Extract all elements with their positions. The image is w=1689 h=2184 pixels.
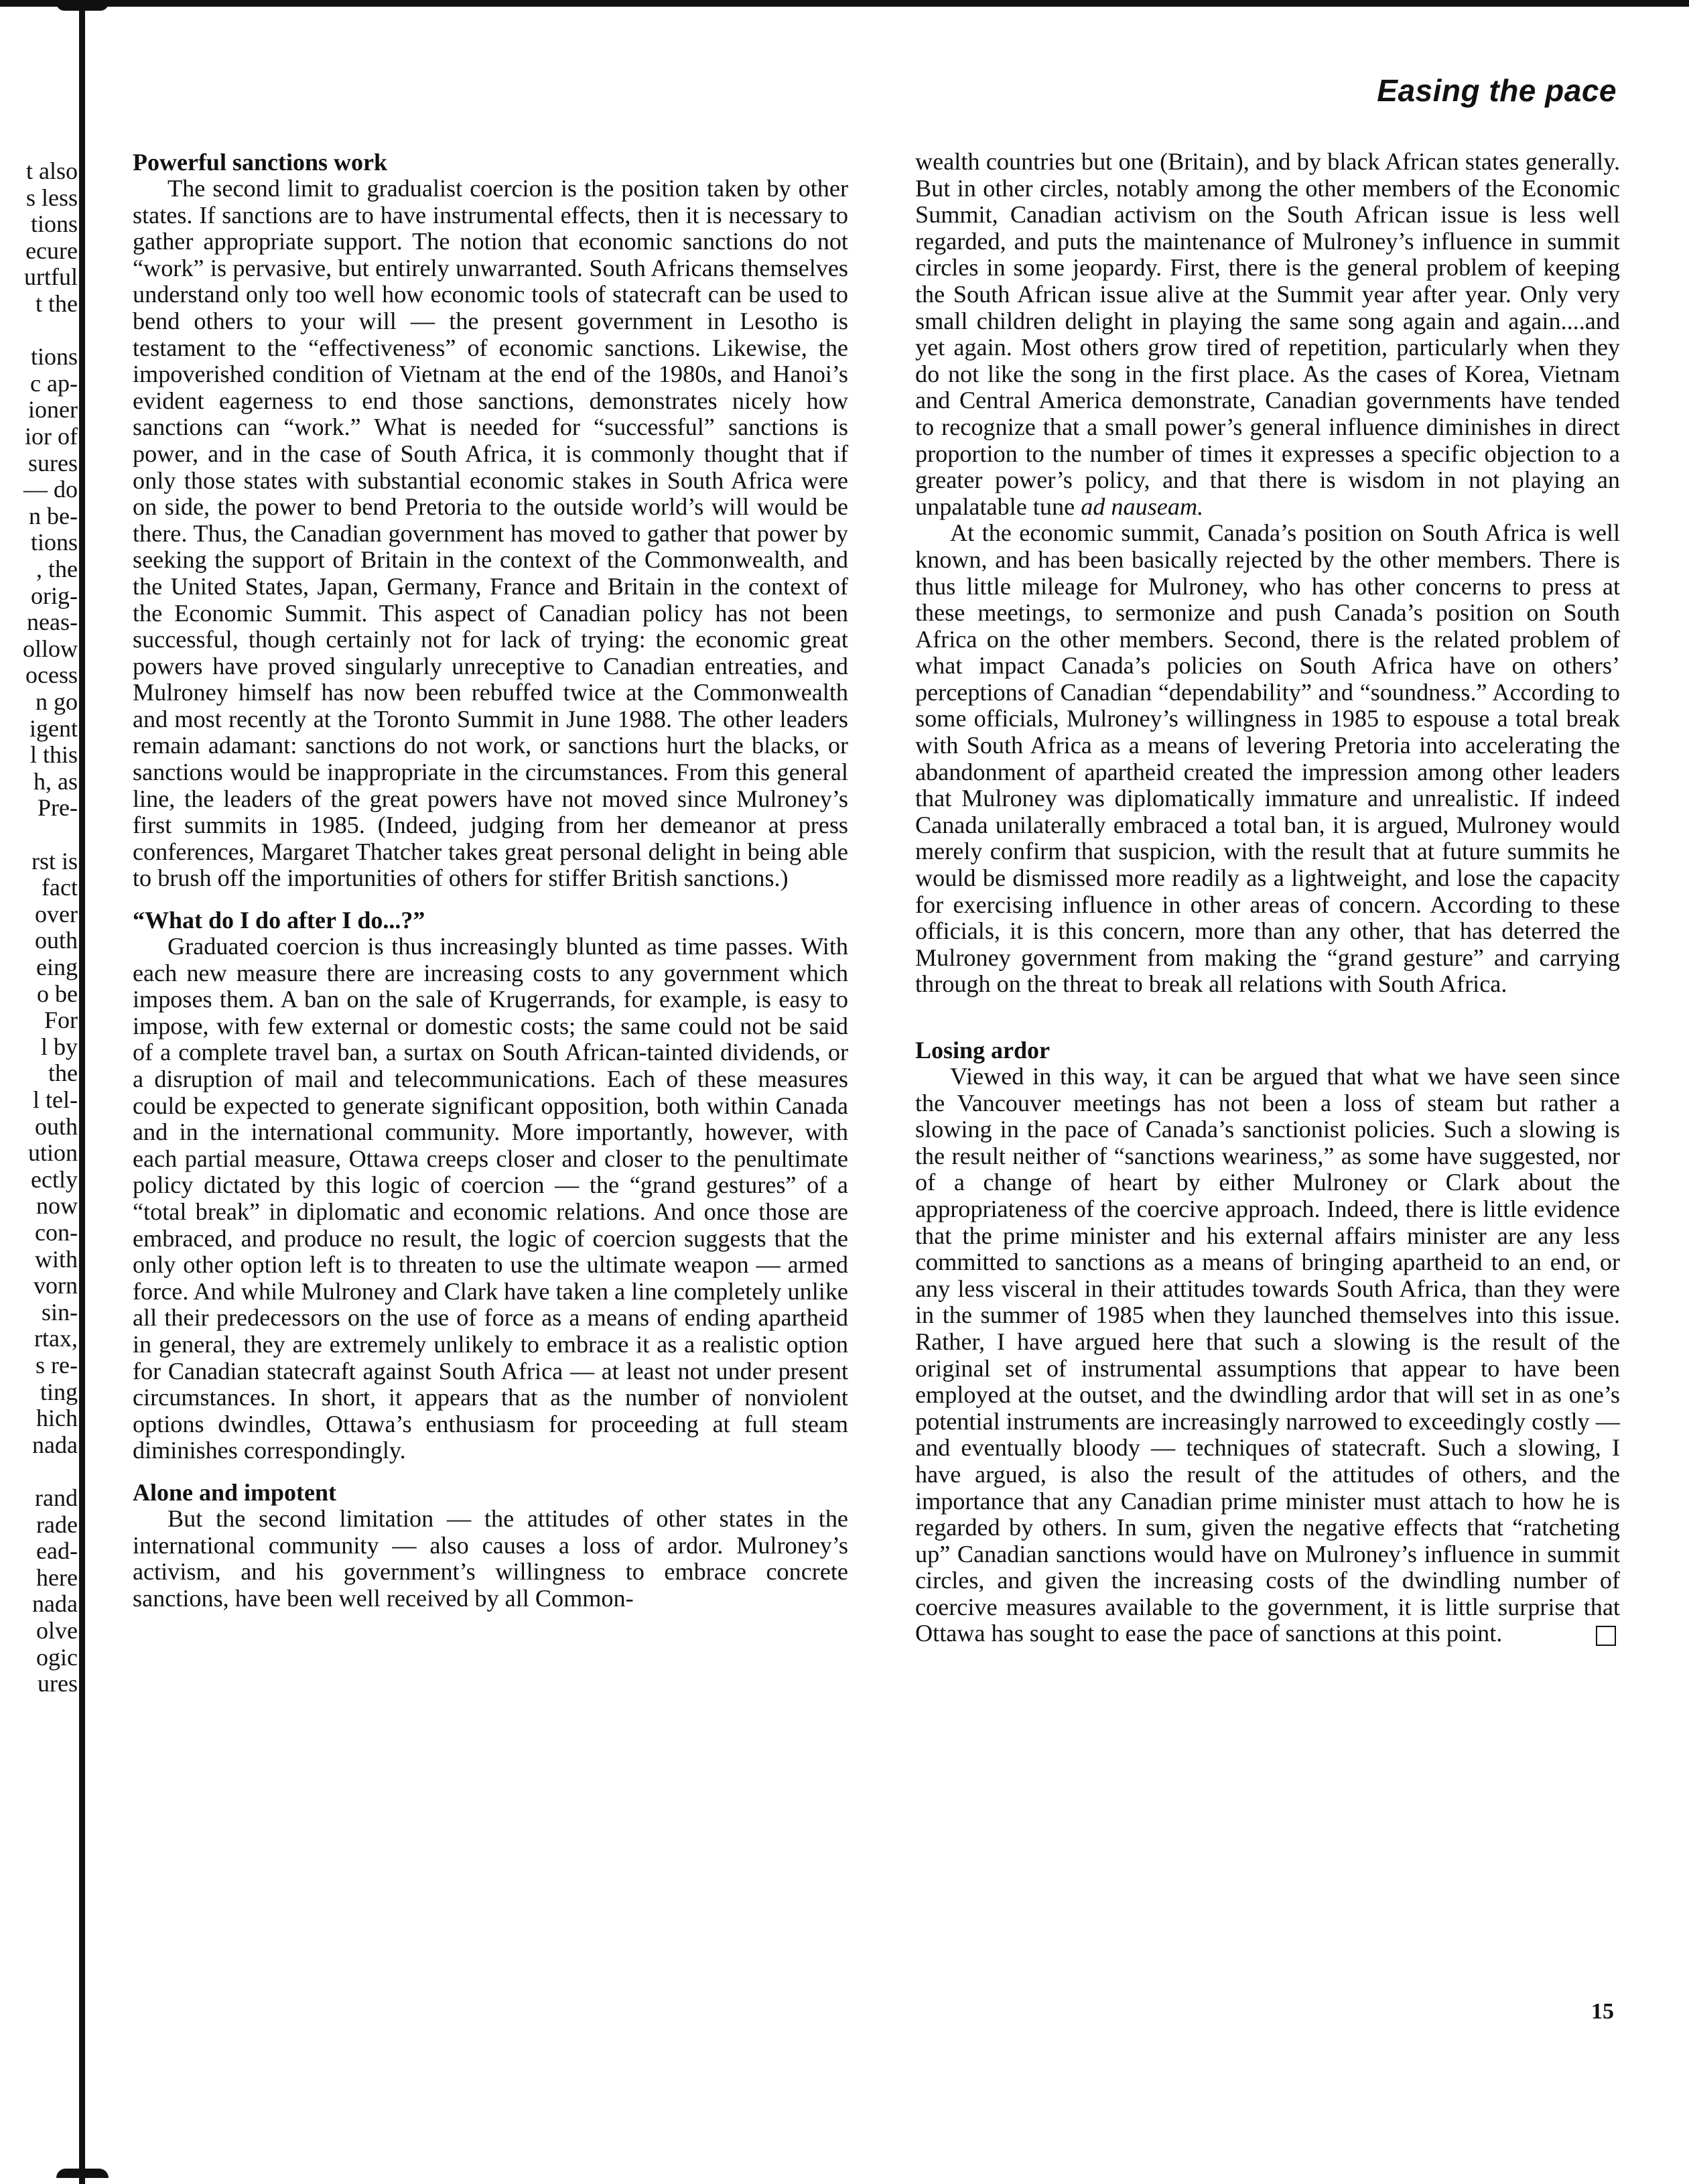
spine-cap-bottom [56, 2169, 109, 2178]
margin-fragment: rand [35, 1484, 78, 1511]
margin-fragment: eing [36, 954, 78, 980]
margin-fragment: , the [36, 556, 78, 582]
section-heading-alone-and-impotent: Alone and impotent [133, 1478, 337, 1506]
right-column [915, 149, 1620, 1647]
margin-fragment: ead- [36, 1537, 78, 1564]
margin-fragment: here [36, 1564, 78, 1591]
left-column [133, 149, 848, 1612]
margin-fragment: neas- [27, 608, 78, 635]
end-of-article-mark [1596, 1626, 1616, 1646]
margin-fragment: igent [29, 715, 78, 742]
section-heading-powerful-sanctions: Powerful sanctions work [133, 149, 387, 176]
margin-fragment: tions [30, 343, 78, 370]
spine-cap-top [56, 3, 109, 11]
margin-fragment: n be- [29, 503, 78, 529]
margin-fragment: olve [36, 1617, 78, 1644]
margin-fragment: orig- [31, 582, 78, 609]
margin-fragment: t also [26, 157, 78, 184]
margin-fragment: — do [23, 476, 78, 503]
margin-fragment: ior of [25, 423, 78, 450]
italic-ad-nauseam: ad nauseam. [1081, 493, 1204, 520]
continuation-text: wealth countries but one (Britain), and by black African states generally. But in other circles, notably among the other members of the Economic Summit, Canadian activism on the South African issue is less well regarded, and puts the maintenance of Mulroney’s influence in summit circles in some jeopardy. First, there is the general problem of keeping the South African issue alive at the Summit year after year. Only very small children delight in playing the same song again and again....and yet again. Most others grow tired of repetition, particularly when they do not like the song in the first place. As the cases of Korea, Vietnam and Central America demonstrate, Canadian governments have tended to recognize that a small power’s general influence diminishes in direct proportion to the number of times it expresses a specific objection to a greater power’s policy, and that there is wisdom in not playing an unpalatable tune [915, 148, 1620, 520]
book-spine [79, 0, 85, 2184]
margin-fragment: ollow [22, 635, 78, 662]
margin-fragment: urtful [24, 263, 78, 290]
margin-fragment: sures [28, 450, 78, 476]
margin-fragment: ution [27, 1139, 78, 1166]
margin-fragment: con- [35, 1219, 78, 1246]
margin-fragment: s re- [36, 1352, 78, 1378]
paragraph-continuation [915, 149, 1620, 520]
margin-fragment: fact [42, 874, 78, 901]
top-rule [0, 0, 1689, 7]
margin-fragment: the [48, 1059, 78, 1086]
section-heading-what-do-i-do: “What do I do after I do...?” [133, 907, 425, 934]
margin-fragment: ures [38, 1670, 78, 1697]
margin-fragment: rtax, [34, 1325, 78, 1352]
margin-fragment: rst is [31, 848, 78, 875]
margin-fragment: tions [30, 210, 78, 237]
paragraph-second-limitation: But the second limitation — the attitudes of other states in the international community — also causes a loss of ardor. Mulroney’s activism, and his government’s willingness to embrace concrete sanctions, have been well received by all Common- [133, 1504, 848, 1612]
margin-fragment: h, as [33, 768, 78, 795]
margin-fragment: n go [36, 688, 78, 715]
margin-fragment: ectly [31, 1166, 78, 1193]
margin-fragment: ting [40, 1378, 78, 1405]
margin-fragment: with [34, 1246, 78, 1273]
margin-fragment: tions [30, 529, 78, 556]
margin-fragment: nada [32, 1590, 78, 1617]
section-heading-losing-ardor: Losing ardor [915, 1037, 1051, 1064]
margin-fragment: ioner [28, 396, 78, 423]
margin-fragment: outh [34, 927, 78, 954]
paragraph-powerful-sanctions: The second limit to gradualist coercion is the position taken by other states. If sanctions are to have instrumental effects, then it is necessary to gather appropriate support. The notion that economic sanctions do not “work” is pervasive, but entirely unwarranted. South Africans themselves understand only too well how economic tools of statecraft can be used to bend others to your will — the present government in Lesotho is testament to the “effectiveness” of economic sanctions. Likewise, the impoverished condition of Vietnam at the end of the 1980s, and Hanoi’s evident eagerness to end those sanctions, demonstrates nicely how sanctions can “work.” What is needed for “successful” sanctions is power, and in the case of South Africa, it is commonly thought that if only those states with substantial economic stakes in South Africa were on side, the power to bend Pretoria to the outside world’s will would be there. Thus, the Canadian government has moved to gather that power by seeking the support of Britain in the context of the Commonwealth, and the United States, Japan, Germany, France and Britain in the context of the Economic Summit. This aspect of Canadian policy has not been successful, though certainly not for lack of trying: the economic great powers have proved singularly unreceptive to Canadian entreaties, and Mulroney himself has now been rebuffed twice at the Commonwealth and most recently at the Toronto Summit in June 1988. The other leaders remain adamant: sanctions do not work, or sanctions hurt the blacks, or sanctions would be inappropriate in the circumstances. From this general line, the leaders of the great powers have not moved since Mulroney’s first summits in 1985. (Indeed, judging from her demeanor at press conferences, Margaret Thatcher takes great personal delight in being able to brush off the importunities of others for stiffer British sanctions.) [133, 175, 848, 892]
losing-ardor-text: Viewed in this way, it can be argued that what we have seen since the Vancouver meetings has not been a loss of steam but rather a slowing in the pace of Canada’s sanctionist policies. Such a slowing is the result neither of “sanctions weariness,” as some have suggested, nor of a change of heart by either Mulroney or Clark about the appropriateness of the coercive approach. Indeed, there is little evidence that the prime minister and his external affairs minister are any less committed to sanctions as a means of bringing apartheid to an end, or any less visceral in their attitudes towards South Africa, than they were in the summer of 1985 when they launched themselves into this issue. Rather, I have argued here that such a slowing is the result of the original set of instrumental assumptions that appear to have been employed at the outset, and the dwindling ardor that will set in as one’s potential instruments are increasingly narrowed to exceedingly costly — and eventually bloody — techniques of statecraft. Such a slowing, I have argued, is also the result of the attitudes of others, and the importance that any Canadian prime minister must attach to how he is regarded by others. In sum, given the negative effects that “ratcheting up” Canadian sanctions would have on Mulroney’s influence in summit circles, and given the increasing costs of the dwindling number of coercive measures available to the government, it is little surprise that Ottawa has sought to ease the pace of sanctions at this point. [915, 1063, 1620, 1647]
margin-fragment: l this [29, 741, 78, 768]
margin-fragment: ocess [25, 661, 78, 688]
margin-fragment: For [44, 1007, 78, 1033]
page-number: 15 [1591, 1999, 1614, 2024]
margin-fragment: hich [36, 1405, 78, 1431]
margin-fragment: ecure [25, 237, 78, 264]
margin-fragment: t the [36, 290, 78, 317]
paragraph-graduated-coercion: Graduated coercion is thus increasingly blunted as time passes. With each new measure there are increasing costs to any government which imposes them. A ban on the sale of Krugerrands, for example, is easy to impose, with few external or domestic costs; the same could not be said of a complete travel ban, a surtax on South African-tainted dividends, or a disruption of mail and telecommunications. Each of these measures could be expected to generate significant opposition, both within Canada and in the international community. More importantly, however, with each partial measure, Ottawa creeps closer and closer to the penultimate policy dictated by this logic of coercion — the “grand gestures” of a “total break” in diplomatic and economic relations. And once those are embraced, and produce no result, the logic of coercion suggests that the only other option left is to threaten to use the ultimate weapon — armed force. And while Mulroney and Clark have taken a line completely unlike all their predecessors on the use of force as a means of ending apartheid in general, they are extremely unlikely to embrace it as a realistic option for Canadian statecraft against South Africa — at least not under present circumstances. In short, it appears that as the number of nonviolent options dwindles, Ottawa’s enthusiasm for proceeding at full steam diminishes correspondingly. [133, 933, 848, 1464]
margin-fragment: vorn [33, 1272, 78, 1299]
running-head: Easing the pace [1377, 73, 1617, 108]
margin-fragment: now [36, 1192, 78, 1219]
margin-fragment: l tel- [33, 1086, 78, 1113]
margin-fragment: s less [25, 184, 78, 211]
margin-fragment: l by [40, 1033, 78, 1060]
paragraph-losing-ardor [915, 1064, 1620, 1647]
margin-fragment: ogic [36, 1644, 78, 1671]
margin-fragment: nada [32, 1431, 78, 1458]
paragraph-economic-summit: At the economic summit, Canada’s position on South Africa is well known, and has been basically rejected by the other members. There is thus little mileage for Mulroney, who has other concerns to press at these meetings, to sermonize and push Canada’s position on South Africa on the other members. Second, there is the related problem of what impact Canada’s policies on South Africa have on others’ perceptions of Canadian “dependability” and “soundness.” According to some officials, Mulroney’s willingness in 1985 to espouse a total break with South Africa as a means of levering Pretoria into accelerating the abandonment of apartheid created the impression among other leaders that Mulroney was diplomatically immature and unrealistic. If indeed Canada unilaterally embraced a total ban, it is argued, Mulroney would merely confirm that suspicion, with the result that at future summits he would be dismissed more readily as a lightweight, and lose the capacity for exercising influence in other areas of concern. According to these officials, it is this concern, more than any other, that has deterred the Mulroney government from making the “grand gesture” and carrying through on the threat to break all relations with South Africa. [915, 519, 1620, 998]
margin-fragment: sin- [42, 1299, 78, 1326]
margin-fragment: over [35, 901, 78, 927]
margin-fragment: rade [36, 1511, 78, 1538]
margin-fragment: c ap- [30, 370, 78, 397]
margin-fragment: o be [37, 980, 78, 1007]
margin-fragment: outh [34, 1113, 78, 1140]
margin-fragment: Pre- [38, 794, 78, 821]
